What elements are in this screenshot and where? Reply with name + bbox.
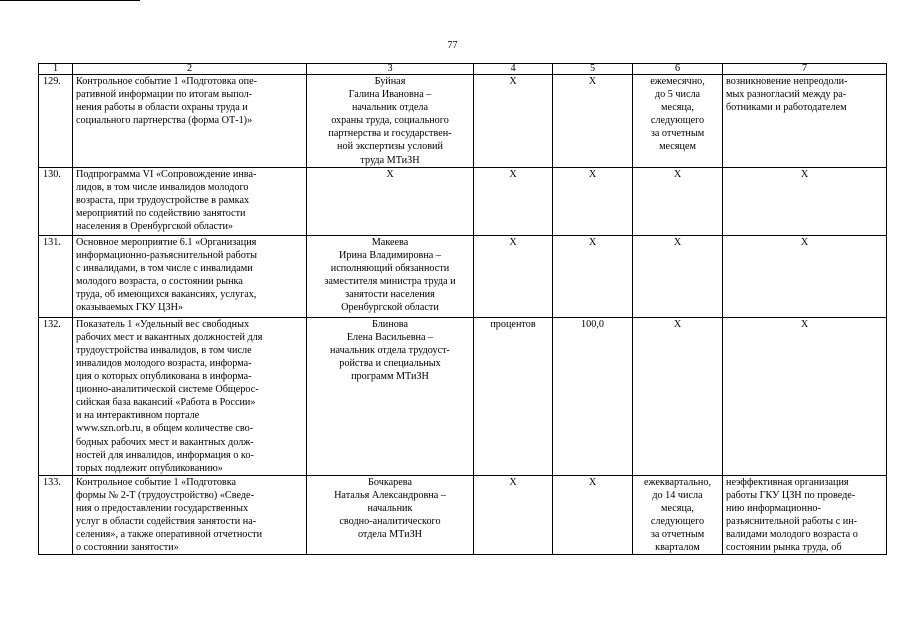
cell-line: неэффективная организация	[726, 476, 849, 488]
cell-line: www.szn.orb.ru, в общем количестве сво-	[76, 423, 254, 435]
cell-line: торых подлежит опубликованию»	[76, 462, 223, 474]
responsible-cell	[307, 475, 474, 555]
cell-text: Х	[509, 236, 517, 248]
table-row	[39, 75, 887, 168]
cell-line: начальник отдела	[351, 102, 429, 114]
cell-line: исполняющий обязанности	[330, 262, 450, 274]
header-cell: 7	[723, 64, 887, 75]
value-cell	[553, 475, 633, 555]
cell-line: ция о которых опубликована в информа-	[76, 371, 252, 383]
cell-line: инвалидов молодого возраста, информа-	[76, 357, 252, 369]
row-number-cell	[39, 475, 73, 555]
responsible-cell	[307, 235, 474, 317]
cell-line: охраны труда, социального	[331, 115, 449, 127]
header-cell: 5	[553, 64, 633, 75]
cell-line: партнерства и государствен-	[328, 128, 452, 140]
cell-line: Показатель 1 «Удельный вес свободных	[76, 318, 250, 330]
cell-line: труда, об имеющихся вакансиях, услугах,	[76, 289, 257, 301]
cell-line: программ МТиЗН	[351, 371, 429, 383]
cell-line: Х	[673, 168, 682, 180]
description-cell	[73, 317, 307, 475]
cell-line: Блинова	[372, 318, 408, 330]
cell-line: работы ГКУ ЦЗН по проведе-	[726, 489, 856, 501]
cell-line: Буйная	[374, 76, 406, 87]
description-cell	[73, 167, 307, 235]
header-rule	[0, 0, 140, 1]
cell-line: ежеквартально,	[643, 476, 712, 488]
unit-cell	[474, 475, 553, 555]
cell-line: Контрольное событие 1 «Подготовка	[76, 476, 237, 488]
row-number-cell	[39, 167, 73, 235]
plan-table	[38, 63, 887, 555]
cell-line: за отчетным	[650, 529, 705, 541]
cell-line: мероприятий по содействию занятости	[76, 207, 246, 219]
risk-cell	[723, 317, 887, 475]
row-number-cell	[39, 75, 73, 168]
value-cell	[553, 75, 633, 168]
cell-line: ботниками и работодателем	[726, 102, 847, 114]
cell-line: Х	[673, 318, 682, 330]
cell-line: Макеева	[371, 236, 409, 248]
deadline-cell	[633, 75, 723, 168]
header-cell: 2	[73, 64, 307, 75]
cell-line: до 14 числа	[652, 489, 703, 501]
risk-cell	[723, 235, 887, 317]
cell-line: о состоянии занятости»	[76, 542, 179, 554]
cell-line: ностей для инвалидов, информация о ко-	[76, 449, 254, 461]
cell-line: Х	[800, 318, 809, 330]
deadline-cell	[633, 235, 723, 317]
cell-line: ежемесячно,	[650, 76, 705, 87]
row-number-cell	[39, 235, 73, 317]
cell-text: 100,0	[581, 318, 604, 330]
cell-line: Галина Ивановна –	[348, 89, 432, 101]
cell-line: за отчетным	[650, 128, 705, 140]
cell-line: месяца,	[661, 502, 694, 514]
cell-text: процентов	[490, 318, 536, 330]
cell-line: Контрольное событие 1 «Подготовка опе-	[76, 76, 258, 87]
risk-cell	[723, 167, 887, 235]
value-cell	[553, 167, 633, 235]
cell-line: ния о предоставлении государственных	[76, 502, 249, 514]
cell-text: 132.	[43, 318, 61, 330]
deadline-cell	[633, 475, 723, 555]
cell-line: Елена Васильевна –	[346, 331, 434, 343]
cell-line: занятости населения	[345, 289, 435, 301]
cell-line: Подпрограмма VI «Сопровождение инва-	[76, 168, 257, 180]
cell-line: Основное мероприятие 6.1 «Организация	[76, 236, 257, 248]
table-row	[39, 475, 887, 555]
cell-line: следующего	[650, 516, 705, 528]
description-cell	[73, 235, 307, 317]
header-cell: 6	[633, 64, 723, 75]
cell-line: кварталом	[655, 542, 700, 554]
unit-cell	[474, 235, 553, 317]
cell-text: 131.	[43, 236, 61, 248]
cell-text: 129.	[43, 76, 61, 87]
cell-line: начальник отдела трудоуст-	[330, 344, 450, 356]
cell-line: Х	[673, 236, 682, 248]
cell-line: Х	[800, 236, 809, 248]
risk-cell	[723, 475, 887, 555]
responsible-cell	[307, 167, 474, 235]
cell-line: возникновение непреодоли-	[726, 76, 848, 87]
cell-line: ройства и специальных	[339, 357, 441, 369]
cell-text: Х	[588, 76, 597, 87]
cell-line: Оренбургской области	[341, 302, 439, 314]
description-cell	[73, 475, 307, 555]
cell-line: мых разногласий между ра-	[726, 89, 847, 101]
cell-line: формы № 2-Т (трудоустройство) «Сведе-	[76, 489, 254, 501]
cell-line: услуг в области содействия занятости на-	[76, 516, 257, 528]
value-cell	[553, 317, 633, 475]
cell-line: оказываемых ГКУ ЦЗН»	[76, 302, 184, 314]
cell-line: разъяснительной работы с ин-	[726, 516, 858, 528]
table-row	[39, 235, 887, 317]
unit-cell	[474, 317, 553, 475]
cell-line: и на интерактивном портале	[76, 410, 200, 422]
cell-text: 130.	[43, 168, 61, 180]
cell-text: Х	[588, 236, 597, 248]
responsible-cell	[307, 75, 474, 168]
cell-line: труда МТиЗН	[360, 154, 420, 166]
page-number: 77	[447, 40, 458, 51]
cell-line: селения», а также оперативной отчетности	[76, 529, 263, 541]
cell-line: месяца,	[661, 102, 694, 114]
cell-line: состоянии рынка труда, об	[726, 542, 842, 554]
description-cell	[73, 75, 307, 168]
cell-line: возраста, при трудоустройстве в рамках	[76, 194, 250, 206]
cell-line: Наталья Александровна –	[334, 489, 446, 501]
cell-line: заместителя министра труда и	[324, 275, 456, 287]
cell-line: рабочих мест и вакантных должностей для	[76, 331, 263, 343]
cell-text: Х	[588, 168, 597, 180]
cell-line: лидов, в том числе инвалидов молодого	[76, 181, 249, 193]
cell-line: нения работы в области охраны труда и	[76, 102, 248, 114]
cell-text: Х	[509, 476, 517, 488]
unit-cell	[474, 75, 553, 168]
cell-line: информационно-разъяснительной работы	[76, 249, 257, 261]
header-row	[39, 64, 887, 75]
cell-text: 133.	[43, 476, 61, 488]
cell-line: сводно-аналитического	[339, 516, 441, 528]
cell-line: ной экспертизы условий	[337, 141, 443, 153]
cell-line: ративной информации по итогам выпол-	[76, 89, 253, 101]
header-cell: 3	[307, 64, 474, 75]
cell-line: Ирина Владимировна –	[339, 249, 441, 261]
cell-line: бодных рабочих мест и вакантных долж-	[76, 436, 254, 448]
risk-cell	[723, 75, 887, 168]
cell-line: валидами молодого возраста о	[726, 529, 858, 541]
cell-line: с инвалидами, в том числе с инвалидами	[76, 262, 253, 274]
cell-line: отдела МТиЗН	[357, 529, 423, 541]
deadline-cell	[633, 317, 723, 475]
row-number-cell	[39, 317, 73, 475]
table-row	[39, 317, 887, 475]
cell-text: Х	[509, 76, 517, 87]
cell-line: населения в Оренбургской области»	[76, 221, 234, 233]
cell-line: до 5 числа	[654, 89, 701, 101]
table-row	[39, 167, 887, 235]
cell-line: Х	[386, 168, 394, 180]
cell-line: трудоустройства инвалидов, в том числе	[76, 344, 252, 356]
header-cell: 4	[474, 64, 553, 75]
responsible-cell	[307, 317, 474, 475]
cell-line: ционно-аналитической системе Общерос-	[76, 384, 259, 396]
value-cell	[553, 235, 633, 317]
deadline-cell	[633, 167, 723, 235]
header-cell: 1	[39, 64, 73, 75]
cell-line: нию информационно-	[726, 502, 821, 514]
cell-line: следующего	[650, 115, 705, 127]
cell-line: сийская база вакансий «Работа в России»	[76, 397, 256, 409]
cell-text: Х	[509, 168, 517, 180]
cell-line: Х	[800, 168, 809, 180]
cell-line: Бочкарева	[368, 476, 412, 488]
cell-line: молодого возраста, о состоянии рынка	[76, 275, 243, 287]
cell-line: месяцем	[659, 141, 696, 153]
cell-text: Х	[588, 476, 597, 488]
cell-line: начальник	[367, 502, 413, 514]
cell-line: социального партнерства (форма ОТ-1)»	[76, 115, 253, 127]
unit-cell	[474, 167, 553, 235]
